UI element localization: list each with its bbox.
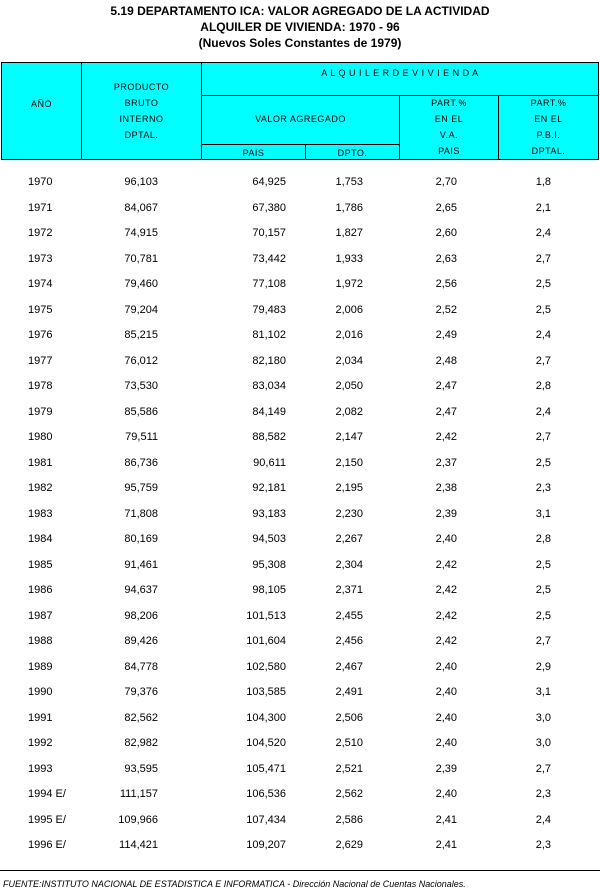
cell-va-pais: 93,183 [252,507,286,520]
cell-pbi-dptal: 85,215 [124,329,158,341]
cell-part-pbi: 2,5 [535,456,551,469]
cell-va-dpto: 2,491 [335,686,363,698]
cell-part-va: 2,40 [435,660,457,673]
cell-part-va: 2,48 [435,354,457,367]
table-row [0,221,600,247]
table-row [0,451,600,477]
cell-va-pais: 82,180 [252,354,286,367]
cell-part-va: 2,42 [435,584,457,596]
cell-part-va: 2,40 [435,711,457,724]
cell-pbi-dptal: 91,461 [124,558,158,571]
cell-year: 1980 [28,431,53,443]
cell-year: 1975 [28,303,53,316]
cell-part-va: 2,41 [435,813,457,826]
cell-part-pbi: 2,4 [535,405,551,418]
cell-va-dpto: 2,455 [335,609,363,622]
cell-part-pbi: 3,0 [535,711,551,724]
cell-year: 1986 [28,584,53,596]
header-year: AÑO [30,99,52,109]
cell-part-va: 2,37 [435,456,457,469]
cell-va-pais: 107,434 [246,813,286,826]
cell-va-dpto: 1,933 [335,252,363,265]
cell-part-va: 2,49 [435,329,457,341]
cell-year: 1993 [28,762,53,775]
cell-pbi-dptal: 89,426 [124,635,158,647]
header-part-va: PART.% EN EL V.A. PAIS [431,98,467,156]
cell-va-pais: 77,108 [252,278,286,290]
cell-va-pais: 105,471 [246,762,286,775]
cell-va-dpto: 2,230 [335,507,363,520]
cell-pbi-dptal: 76,012 [124,354,158,367]
cell-part-pbi: 2,8 [535,533,551,545]
cell-part-va: 2,40 [435,533,457,545]
cell-part-pbi: 2,3 [535,839,551,851]
cell-va-dpto: 2,082 [335,405,363,418]
cell-part-va: 2,47 [435,405,457,418]
cell-pbi-dptal: 95,759 [124,482,158,494]
cell-part-va: 2,42 [435,609,457,622]
cell-va-pais: 84,149 [252,405,286,418]
cell-pbi-dptal: 85,586 [124,405,158,418]
cell-part-va: 2,41 [435,839,457,851]
table-bottom-rule [0,870,600,871]
cell-va-pais: 102,580 [246,660,286,673]
table-row [0,425,600,451]
cell-part-pbi: 2,7 [535,354,551,367]
cell-year: 1990 [28,686,53,698]
cell-year: 1977 [28,354,53,367]
cell-year: 1973 [28,252,53,265]
cell-part-pbi: 2,7 [535,762,551,775]
cell-va-dpto: 2,150 [335,456,363,469]
cell-va-dpto: 2,147 [335,431,363,443]
table-row [0,578,600,604]
cell-part-pbi: 2,4 [535,813,551,826]
cell-part-pbi: 2,7 [535,431,551,443]
cell-year: 1971 [28,201,53,214]
cell-va-dpto: 1,972 [335,278,363,290]
cell-year: 1991 [28,711,53,724]
table-row [0,757,600,783]
cell-part-va: 2,56 [435,278,457,290]
cell-part-pbi: 3,1 [535,686,551,698]
cell-year: 1981 [28,456,53,469]
table-row [0,170,600,196]
table-row [0,706,600,732]
table-row [0,629,600,655]
header-valor-agregado: VALOR AGREGADO [255,114,346,124]
table-row [0,298,600,324]
cell-va-dpto: 2,195 [335,482,363,494]
cell-part-va: 2,40 [435,788,457,800]
cell-va-pais: 79,483 [252,303,286,316]
cell-va-dpto: 2,016 [335,329,363,341]
cell-pbi-dptal: 94,637 [124,584,158,596]
cell-pbi-dptal: 98,206 [124,609,158,622]
cell-va-dpto: 2,586 [335,813,363,826]
cell-part-va: 2,42 [435,558,457,571]
cell-va-dpto: 2,521 [335,762,363,775]
cell-part-va: 2,52 [435,303,457,316]
table-row [0,349,600,375]
cell-pbi-dptal: 79,460 [124,278,158,290]
cell-pbi-dptal: 114,421 [119,839,158,851]
table-row [0,731,600,757]
header-alquiler: A L Q U I L E R D E V I V I E N D A [321,68,479,78]
cell-part-pbi: 2,5 [535,609,551,622]
table-row [0,527,600,553]
cell-year: 1988 [28,635,53,647]
cell-year: 1996 E/ [28,839,66,851]
cell-va-pais: 81,102 [252,329,286,341]
cell-part-pbi: 2,1 [535,201,551,214]
cell-year: 1994 E/ [28,788,66,800]
cell-part-pbi: 3,0 [535,737,551,749]
cell-year: 1976 [28,329,53,341]
table-row [0,655,600,681]
table-title-line1: 5.19 DEPARTAMENTO ICA: VALOR AGREGADO DE LA ACTIVIDAD [110,4,490,18]
cell-va-dpto: 2,050 [335,380,363,392]
cell-part-va: 2,65 [435,201,457,214]
table-row [0,782,600,808]
header-part-pbi: PART.% EN EL P.B.I. DPTAL. [530,98,567,156]
cell-va-dpto: 2,371 [335,584,363,596]
cell-va-dpto: 2,034 [335,354,363,367]
table-row [0,833,600,859]
cell-va-pais: 106,536 [246,788,286,800]
cell-pbi-dptal: 79,204 [124,303,158,316]
header-dpto: DPTO. [337,148,368,158]
cell-va-pais: 94,503 [252,533,286,545]
cell-part-va: 2,39 [435,507,457,520]
cell-part-pbi: 2,7 [535,252,551,265]
cell-pbi-dptal: 79,511 [125,431,158,443]
table-row [0,400,600,426]
cell-year: 1985 [28,558,53,571]
cell-pbi-dptal: 70,781 [124,252,158,265]
cell-va-pais: 101,604 [246,635,286,647]
table-row [0,604,600,630]
cell-pbi-dptal: 82,982 [124,737,158,749]
cell-va-pais: 83,034 [252,380,286,392]
cell-va-pais: 88,582 [252,431,286,443]
cell-pbi-dptal: 111,157 [119,788,158,800]
cell-pbi-dptal: 86,736 [124,456,158,469]
table-row [0,476,600,502]
cell-va-dpto: 2,267 [335,533,363,545]
cell-year: 1979 [28,405,53,418]
table-row [0,680,600,706]
cell-part-pbi: 2,3 [535,482,551,494]
cell-va-pais: 90,611 [253,456,286,469]
cell-va-dpto: 2,506 [335,711,363,724]
cell-year: 1970 [28,176,53,188]
table-title-line2: ALQUILER DE VIVIENDA: 1970 - 96 [200,20,400,34]
table-row [0,272,600,298]
cell-va-pais: 101,513 [246,609,286,622]
cell-pbi-dptal: 84,067 [124,201,158,214]
cell-part-va: 2,63 [435,252,457,265]
cell-part-pbi: 2,8 [535,380,551,392]
cell-pbi-dptal: 96,103 [124,176,158,188]
cell-part-pbi: 2,3 [535,788,551,800]
cell-year: 1989 [28,660,53,673]
cell-part-va: 2,47 [435,380,457,392]
cell-year: 1983 [28,507,53,520]
cell-year: 1984 [28,533,53,545]
cell-va-dpto: 2,304 [335,558,363,571]
cell-part-pbi: 2,5 [535,584,551,596]
cell-va-pais: 64,925 [252,176,286,188]
cell-part-va: 2,38 [435,482,457,494]
cell-va-dpto: 2,510 [335,737,363,749]
header-pais: PAIS [242,148,265,158]
cell-pbi-dptal: 73,530 [124,380,158,392]
cell-pbi-dptal: 71,808 [124,507,158,520]
cell-part-pbi: 2,5 [535,278,551,290]
cell-va-dpto: 2,456 [335,635,363,647]
table-row [0,196,600,222]
cell-part-pbi: 2,5 [535,558,551,571]
cell-part-va: 2,70 [435,176,457,188]
cell-part-va: 2,60 [435,227,457,239]
cell-va-pais: 70,157 [252,227,286,239]
cell-year: 1987 [28,609,53,622]
cell-part-va: 2,40 [435,737,457,749]
table-row [0,323,600,349]
cell-va-dpto: 1,753 [335,176,363,188]
table-row [0,553,600,579]
cell-va-pais: 95,308 [252,558,286,571]
cell-year: 1992 [28,737,53,749]
cell-part-pbi: 3,1 [535,507,551,520]
table-row [0,808,600,834]
cell-va-dpto: 2,006 [335,303,363,316]
cell-pbi-dptal: 80,169 [124,533,158,545]
cell-pbi-dptal: 82,562 [124,711,158,724]
cell-year: 1982 [28,482,53,494]
cell-year: 1995 E/ [28,813,66,826]
source-note: FUENTE:INSTITUTO NACIONAL DE ESTADISTICA E INFORMATICA - Dirección Nacional de Cuentas Nacionales. [3,879,466,889]
cell-pbi-dptal: 84,778 [124,660,158,673]
cell-part-pbi: 2,9 [535,660,551,673]
cell-va-dpto: 2,562 [335,788,363,800]
cell-pbi-dptal: 93,595 [124,762,158,775]
cell-va-dpto: 2,629 [335,839,363,851]
cell-part-pbi: 2,4 [535,227,551,239]
cell-year: 1974 [28,278,53,290]
cell-part-va: 2,42 [435,431,457,443]
cell-va-pais: 92,181 [252,482,286,494]
cell-part-va: 2,40 [435,686,457,698]
cell-va-pais: 73,442 [252,252,286,265]
header-pbi: PRODUCTO BRUTO INTERNO DPTAL. [113,82,170,140]
table-row [0,502,600,528]
cell-va-pais: 104,300 [246,711,286,724]
cell-va-pais: 98,105 [252,584,286,596]
cell-part-pbi: 1,8 [535,176,551,188]
cell-pbi-dptal: 109,966 [118,813,158,826]
cell-part-va: 2,39 [435,762,457,775]
cell-pbi-dptal: 74,915 [124,227,158,239]
cell-part-pbi: 2,4 [535,329,551,341]
cell-pbi-dptal: 79,376 [124,686,158,698]
cell-va-pais: 67,380 [252,201,286,214]
cell-year: 1978 [28,380,53,392]
cell-va-pais: 103,585 [246,686,286,698]
cell-part-pbi: 2,5 [535,303,551,316]
cell-part-pbi: 2,7 [535,635,551,647]
cell-va-dpto: 1,786 [335,201,363,214]
cell-year: 1972 [28,227,53,239]
cell-va-dpto: 2,467 [335,660,363,673]
cell-part-va: 2,42 [435,635,457,647]
table-row [0,247,600,273]
cell-va-pais: 104,520 [246,737,286,749]
cell-va-dpto: 1,827 [335,227,363,239]
cell-va-pais: 109,207 [246,839,286,851]
table-title-line3: (Nuevos Soles Constantes de 1979) [198,36,402,50]
table-header [1,62,599,160]
table-row [0,374,600,400]
